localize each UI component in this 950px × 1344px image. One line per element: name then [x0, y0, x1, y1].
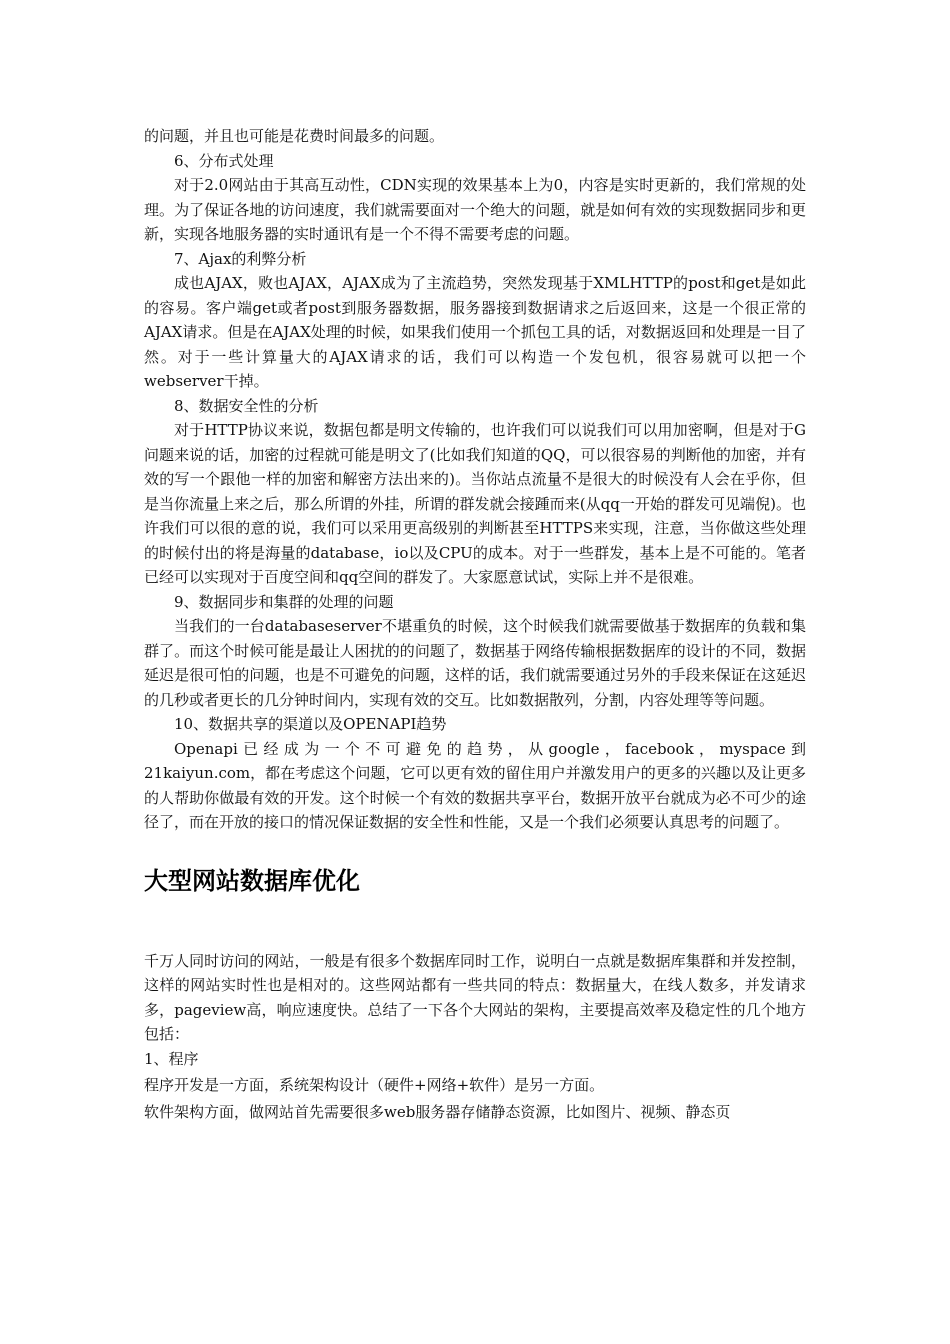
- item-body: Openapi已经成为一个不可避免的趋势，从google，facebook，myspace到21kaiyun.com，都在考虑这个问题，它可以更有效的留住用户并激发用户的更多的兴趣以及让更多的人帮助你做最有效的开发。这个时候一个有效的数据共享平台，数据开放平台就成为必不可少的途径了，而在开放的接口的情况保证数据的安全性和性能，又是一个我们必须要认真思考的问题了。: [144, 739, 806, 831]
- item-body: 当我们的一台databaseserver不堪重负的时候，这个时候我们就需要做基于数据库的负载和集群了。而这个时候可能是最让人困扰的的问题了，数据基于网络传输根据数据库的设计的不同，数据延迟是很可怕的问题，也是不可避免的问题，这样的话，我们就需要通过另外的手段来保证在这延迟的几秒或者更长的几分钟时间内，实现有效的交互。比如数据散列，分割，内容处理等等问题。: [144, 617, 806, 709]
- item-body: 对于HTTP协议来说，数据包都是明文传输的，也许我们可以说我们可以用加密啊，但是对于G问题来说的话，加密的过程就可能是明文了(比如我们知道的QQ，可以很容易的判断他的加密，并有效的写一个跟他一样的加密和解密方法出来的)。当你站点流量不是很大的时候没有人会在乎你，但是当你流量上来之后，那么所谓的外挂，所谓的群发就会接踵而来(从qq一开始的群发可见端倪)。也许我们可以很的意的说，我们可以采用更高级别的判断甚至HTTPS来实现，注意，当你做这些处理的时候付出的将是海量的database，io以及CPU的成本。对于一些群发，基本上是不可能的。笔者已经可以实现对于百度空间和qq空间的群发了。大家愿意试试，实际上并不是很难。: [144, 421, 806, 586]
- item-heading: 6、分布式处理: [174, 151, 274, 170]
- section-paragraph: 千万人同时访问的网站，一般是有很多个数据库同时工作，说明白一点就是数据库集群和并发控制，这样的网站实时性也是相对的。这些网站都有一些共同的特点：数据量大，在线人数多，并发请求多，pageview高，响应速度快。总结了一下各个大网站的架构，主要提高效率及稳定性的几个地方包括：: [144, 951, 806, 1043]
- item-9: [144, 590, 806, 713]
- section-paragraph: 1、程序: [144, 1049, 199, 1068]
- document-page: [144, 124, 806, 1124]
- item-heading: 8、数据安全性的分析: [174, 396, 319, 415]
- section-title: 大型网站数据库优化: [144, 866, 360, 895]
- item-10: [144, 712, 806, 835]
- item-7: [144, 247, 806, 394]
- item-6: [144, 149, 806, 247]
- item-8: [144, 394, 806, 590]
- section-paragraph: 软件架构方面，做网站首先需要很多web服务器存储静态资源，比如图片、视频、静态页: [144, 1102, 731, 1121]
- item-body: 对于2.0网站由于其高互动性，CDN实现的效果基本上为0，内容是实时更新的，我们常规的处理。为了保证各地的访问速度，我们就需要面对一个绝大的问题，就是如何有效的实现数据同步和更新，实现各地服务器的实时通讯有是一个不得不需要考虑的问题。: [144, 176, 806, 243]
- item-heading: 9、数据同步和集群的处理的问题: [174, 592, 394, 611]
- item-heading: 7、Ajax的利弊分析: [174, 249, 307, 268]
- intro-fragment: 的问题，并且也可能是花费时间最多的问题。: [144, 127, 445, 145]
- item-body: 成也AJAX，败也AJAX，AJAX成为了主流趋势，突然发现基于XMLHTTP的post和get是如此的容易。客户端get或者post到服务器数据，服务器接到数据请求之后返回来，这是一个很正常的AJAX请求。但是在AJAX处理的时候，如果我们使用一个抓包工具的话，对数据返回和处理是一目了然。对于一些计算量大的AJAX请求的话，我们可以构造一个发包机，很容易就可以把一个webserver干掉。: [144, 274, 806, 390]
- section-paragraph: 程序开发是一方面，系统架构设计（硬件+网络+软件）是另一方面。: [144, 1076, 605, 1094]
- item-heading: 10、数据共享的渠道以及OPENAPI趋势: [174, 715, 447, 733]
